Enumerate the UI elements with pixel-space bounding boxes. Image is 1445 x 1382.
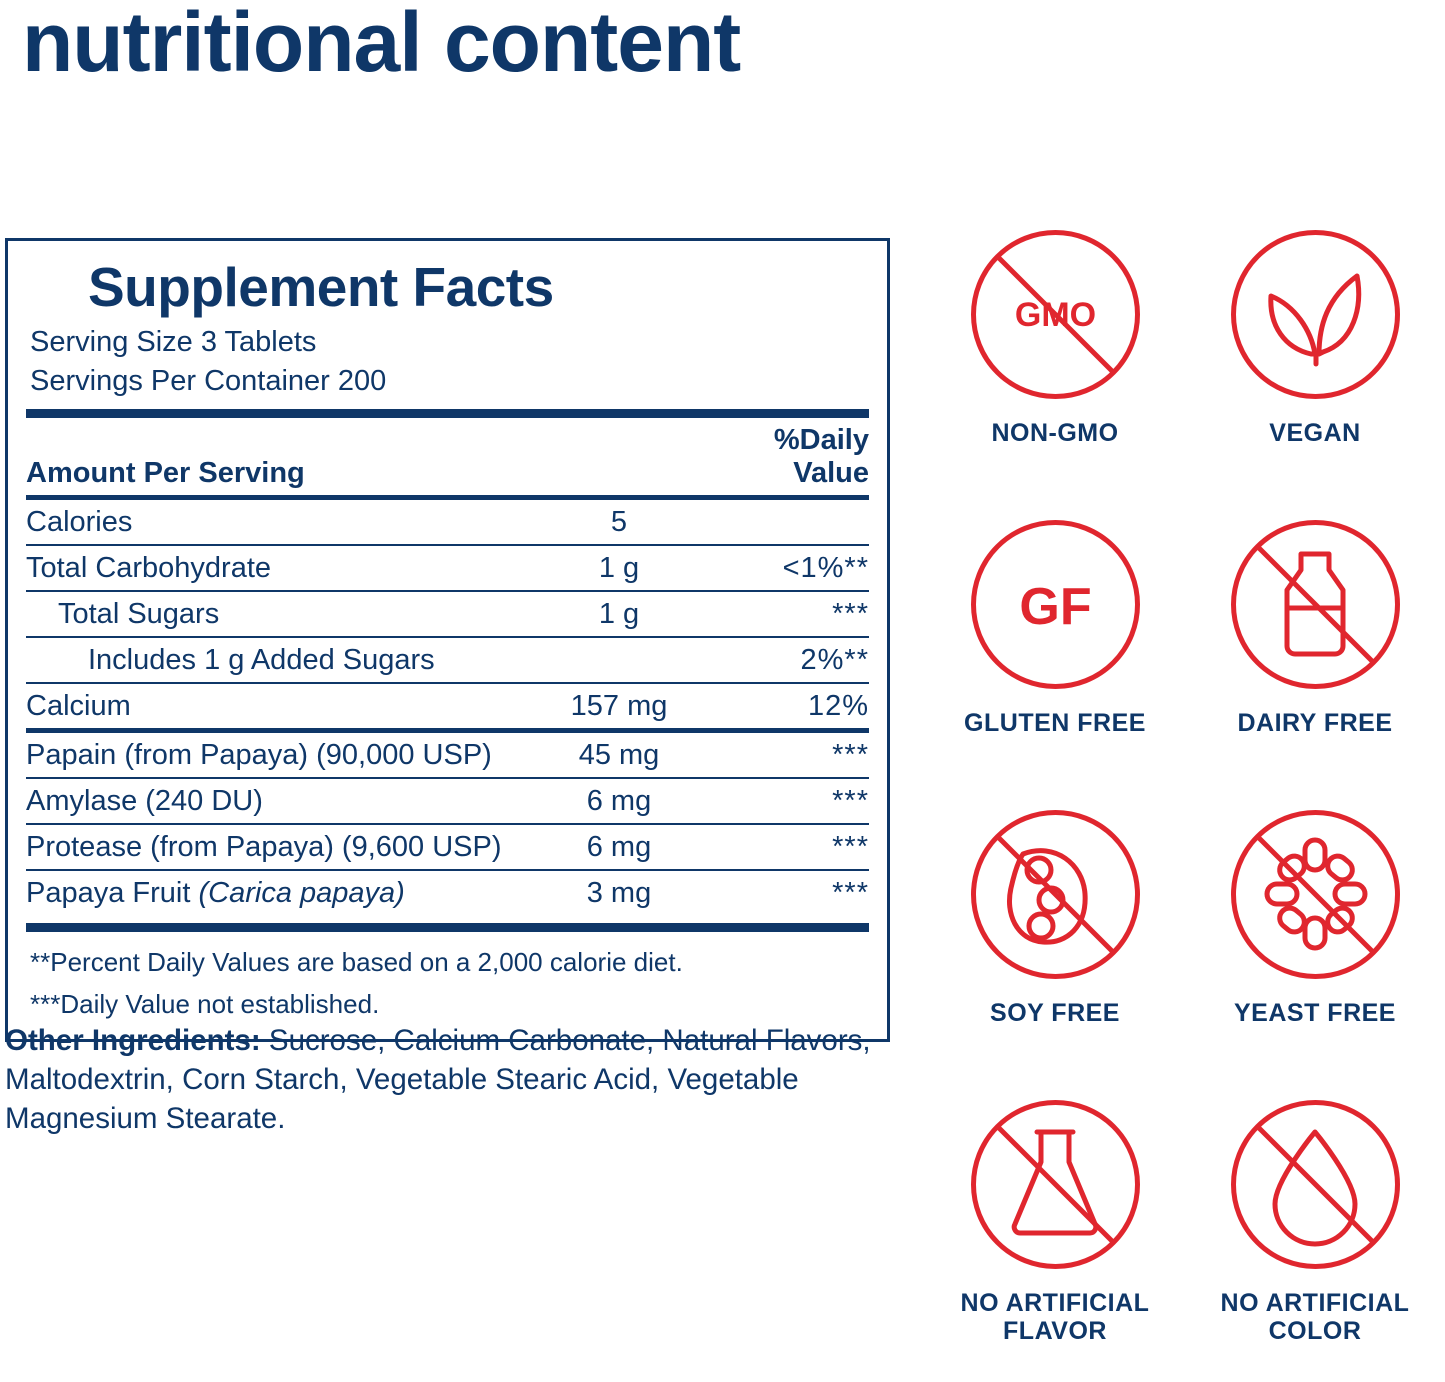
serving-size: Serving Size 3 Tablets	[30, 325, 317, 358]
svg-text:GMO: GMO	[1014, 296, 1096, 334]
row-label-text: Papaya Fruit	[26, 877, 199, 910]
row-amount: 6 mg	[519, 824, 719, 870]
row-label: Total Sugars	[26, 591, 519, 637]
badge-caption: VEGAN	[1269, 419, 1361, 447]
other-ingredients-label: Other Ingredients:	[5, 1024, 261, 1057]
header-daily-value: %Daily Value	[773, 424, 869, 490]
row-label	[26, 870, 519, 915]
badge-yeast-free	[1190, 802, 1440, 1092]
badge-soy-free	[930, 802, 1180, 1092]
supplement-facts-rows-enzymes	[26, 733, 869, 915]
no-dairy-bottle-icon	[1223, 512, 1408, 697]
row-label: Papain (from Papaya) (90,000 USP)	[26, 733, 519, 778]
row-amount	[519, 637, 719, 683]
divider-thick-top	[26, 409, 869, 418]
badge-caption: GLUTEN FREE	[964, 709, 1146, 737]
table-row	[26, 545, 869, 591]
row-dv: ***	[719, 591, 869, 637]
row-label: Amylase (240 DU)	[26, 778, 519, 824]
no-soy-icon	[963, 802, 1148, 987]
badge-caption: NON-GMO	[991, 419, 1119, 447]
other-ingredients	[5, 1022, 895, 1139]
supplement-facts-table	[26, 418, 869, 495]
supplement-facts-rows	[26, 500, 869, 728]
svg-text:GF: GF	[1018, 578, 1092, 636]
row-dv: 2%**	[719, 637, 869, 683]
table-row	[26, 824, 869, 870]
page-title: nutritional content	[22, 0, 741, 89]
row-dv: ***	[719, 778, 869, 824]
badge-caption: NO ARTIFICIAL COLOR	[1220, 1289, 1410, 1345]
row-dv: ***	[719, 824, 869, 870]
table-row	[26, 591, 869, 637]
header-amount-per-serving: Amount Per Serving	[26, 457, 305, 490]
gluten-free-icon	[963, 512, 1148, 697]
table-row	[26, 870, 869, 915]
certification-badges	[930, 222, 1440, 1382]
row-dv: <1%**	[719, 545, 869, 591]
table-header-row	[26, 418, 869, 495]
table-row	[26, 778, 869, 824]
table-row	[26, 500, 869, 545]
badge-no-artificial-color	[1190, 1092, 1440, 1382]
other-ingredients-text: Sucrose, Calcium Carbonate, Natural Flavors, Maltodextrin, Corn Starch, Vegetable Stearic Acid, Vegetable Magnesium Stearate.	[5, 1024, 871, 1135]
row-label: Total Carbohydrate	[26, 545, 519, 591]
badge-non-gmo	[930, 222, 1180, 512]
badge-dairy-free	[1190, 512, 1440, 802]
row-amount: 3 mg	[586, 877, 652, 910]
table-row	[26, 637, 869, 683]
supplement-facts-panel	[5, 238, 890, 1042]
badge-vegan	[1190, 222, 1440, 512]
row-amount: 1 g	[519, 545, 719, 591]
badge-caption: DAIRY FREE	[1237, 709, 1393, 737]
divider-thick-bottom	[26, 923, 869, 932]
row-amount: 5	[519, 500, 719, 545]
row-dv	[719, 500, 869, 545]
row-dv: ***	[719, 733, 869, 778]
row-amount: 1 g	[519, 591, 719, 637]
row-amount: 45 mg	[519, 733, 719, 778]
badge-gluten-free	[930, 512, 1180, 802]
row-label-latin: (Carica papaya)	[198, 877, 405, 910]
row-dv: 12%	[807, 690, 869, 723]
badge-caption: NO ARTIFICIAL FLAVOR	[960, 1289, 1150, 1345]
row-label: Includes 1 g Added Sugars	[26, 637, 519, 683]
badge-caption: SOY FREE	[990, 999, 1120, 1027]
row-dv: ***	[832, 877, 869, 910]
table-row	[26, 733, 869, 778]
no-gmo-icon	[963, 222, 1148, 407]
row-label: Protease (from Papaya) (9,600 USP)	[26, 824, 519, 870]
no-artificial-flavor-flask-icon	[963, 1092, 1148, 1277]
no-artificial-color-droplet-icon	[1223, 1092, 1408, 1277]
footnote-percent-daily-values: **Percent Daily Values are based on a 2,000 calorie diet.	[30, 947, 683, 978]
row-label: Calcium	[26, 690, 131, 723]
row-amount: 6 mg	[519, 778, 719, 824]
vegan-leaf-icon	[1223, 222, 1408, 407]
row-amount: 157 mg	[570, 690, 668, 723]
row-label: Calories	[26, 500, 519, 545]
table-row	[26, 683, 869, 728]
header-spacer	[519, 418, 719, 495]
footnote-daily-value-not-established: ***Daily Value not established.	[30, 988, 380, 1019]
no-yeast-icon	[1223, 802, 1408, 987]
badge-no-artificial-flavor	[930, 1092, 1180, 1382]
badge-caption: YEAST FREE	[1234, 999, 1396, 1027]
servings-per-container: Servings Per Container 200	[30, 364, 387, 397]
supplement-facts-heading: Supplement Facts	[88, 256, 554, 318]
